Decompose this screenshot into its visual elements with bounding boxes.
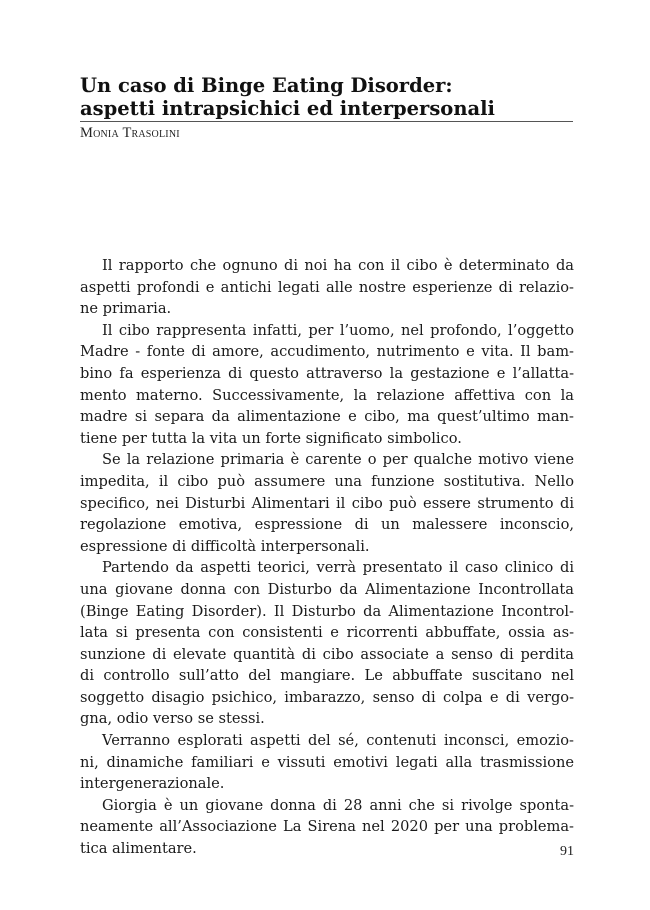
text-line: tica alimentare.	[80, 840, 197, 858]
body-text	[80, 255, 574, 860]
paragraph	[80, 255, 574, 320]
text-line: ni, dinamiche familiari e vissuti emotivi legati alla trasmissione	[80, 753, 574, 771]
title-rule	[80, 121, 573, 122]
text-line: tiene per tutta la vita un forte significato simbolico.	[80, 429, 462, 447]
text-line: Madre - fonte di amore, accudimento, nutrimento e vita. Il bam-	[80, 343, 574, 361]
paragraph	[80, 449, 574, 557]
text-line: di controllo sull’atto del mangiare. Le abbuffate suscitano nel	[80, 667, 574, 685]
text-line: gna, odio verso se stessi.	[80, 710, 265, 728]
title-line: aspetti intrapsichici ed interpersonali	[80, 97, 495, 120]
text-line: madre si separa da alimentazione e cibo, ma quest’ultimo man-	[80, 408, 574, 426]
text-line: Giorgia è un giovane donna di 28 anni che si rivolge sponta-	[102, 796, 574, 814]
text-line: soggetto disagio psichico, imbarazzo, senso di colpa e di vergo-	[80, 688, 574, 706]
text-line: lata si presenta con consistenti e ricorrenti abbuffate, ossia as-	[80, 624, 574, 642]
author-name: Monia Trasolini	[80, 125, 180, 141]
paragraph	[80, 320, 574, 450]
text-line: intergenerazionale.	[80, 775, 225, 793]
text-line: impedita, il cibo può assumere una funzione sostitutiva. Nello	[80, 472, 574, 490]
paragraph	[80, 730, 574, 795]
paragraph	[80, 557, 574, 730]
text-line: bino fa esperienza di questo attraverso la gestazione e l’allatta-	[80, 364, 574, 382]
page-number: 91	[560, 844, 574, 859]
article-title	[80, 74, 575, 120]
text-line: (Binge Eating Disorder). Il Disturbo da Alimentazione Incontrol-	[80, 602, 574, 620]
text-line: neamente all’Associazione La Sirena nel 2020 per una problema-	[80, 818, 574, 836]
text-line: aspetti profondi e antichi legati alle nostre esperienze di relazio-	[80, 278, 574, 296]
text-line: Se la relazione primaria è carente o per qualche motivo viene	[102, 451, 574, 469]
text-line: ne primaria.	[80, 300, 172, 318]
title-line: Un caso di Binge Eating Disorder:	[80, 74, 453, 97]
text-line: una giovane donna con Disturbo da Alimentazione Incontrollata	[80, 580, 574, 598]
text-line: mento materno. Successivamente, la relazione affettiva con la	[80, 386, 574, 404]
text-line: specifico, nei Disturbi Alimentari il cibo può essere strumento di	[80, 494, 574, 512]
text-line: Partendo da aspetti teorici, verrà presentato il caso clinico di	[102, 559, 574, 577]
text-line: Verranno esplorati aspetti del sé, contenuti inconsci, emozio-	[102, 732, 574, 750]
text-line: Il rapporto che ognuno di noi ha con il cibo è determinato da	[102, 257, 574, 274]
text-line: sunzione di elevate quantità di cibo associate a senso di perdita	[80, 645, 574, 663]
text-line: regolazione emotiva, espressione di un malessere inconscio,	[80, 516, 574, 534]
text-line: Il cibo rappresenta infatti, per l’uomo, nel profondo, l’oggetto	[102, 321, 574, 339]
paragraph	[80, 795, 574, 860]
text-line: espressione di difficoltà interpersonali.	[80, 537, 370, 555]
